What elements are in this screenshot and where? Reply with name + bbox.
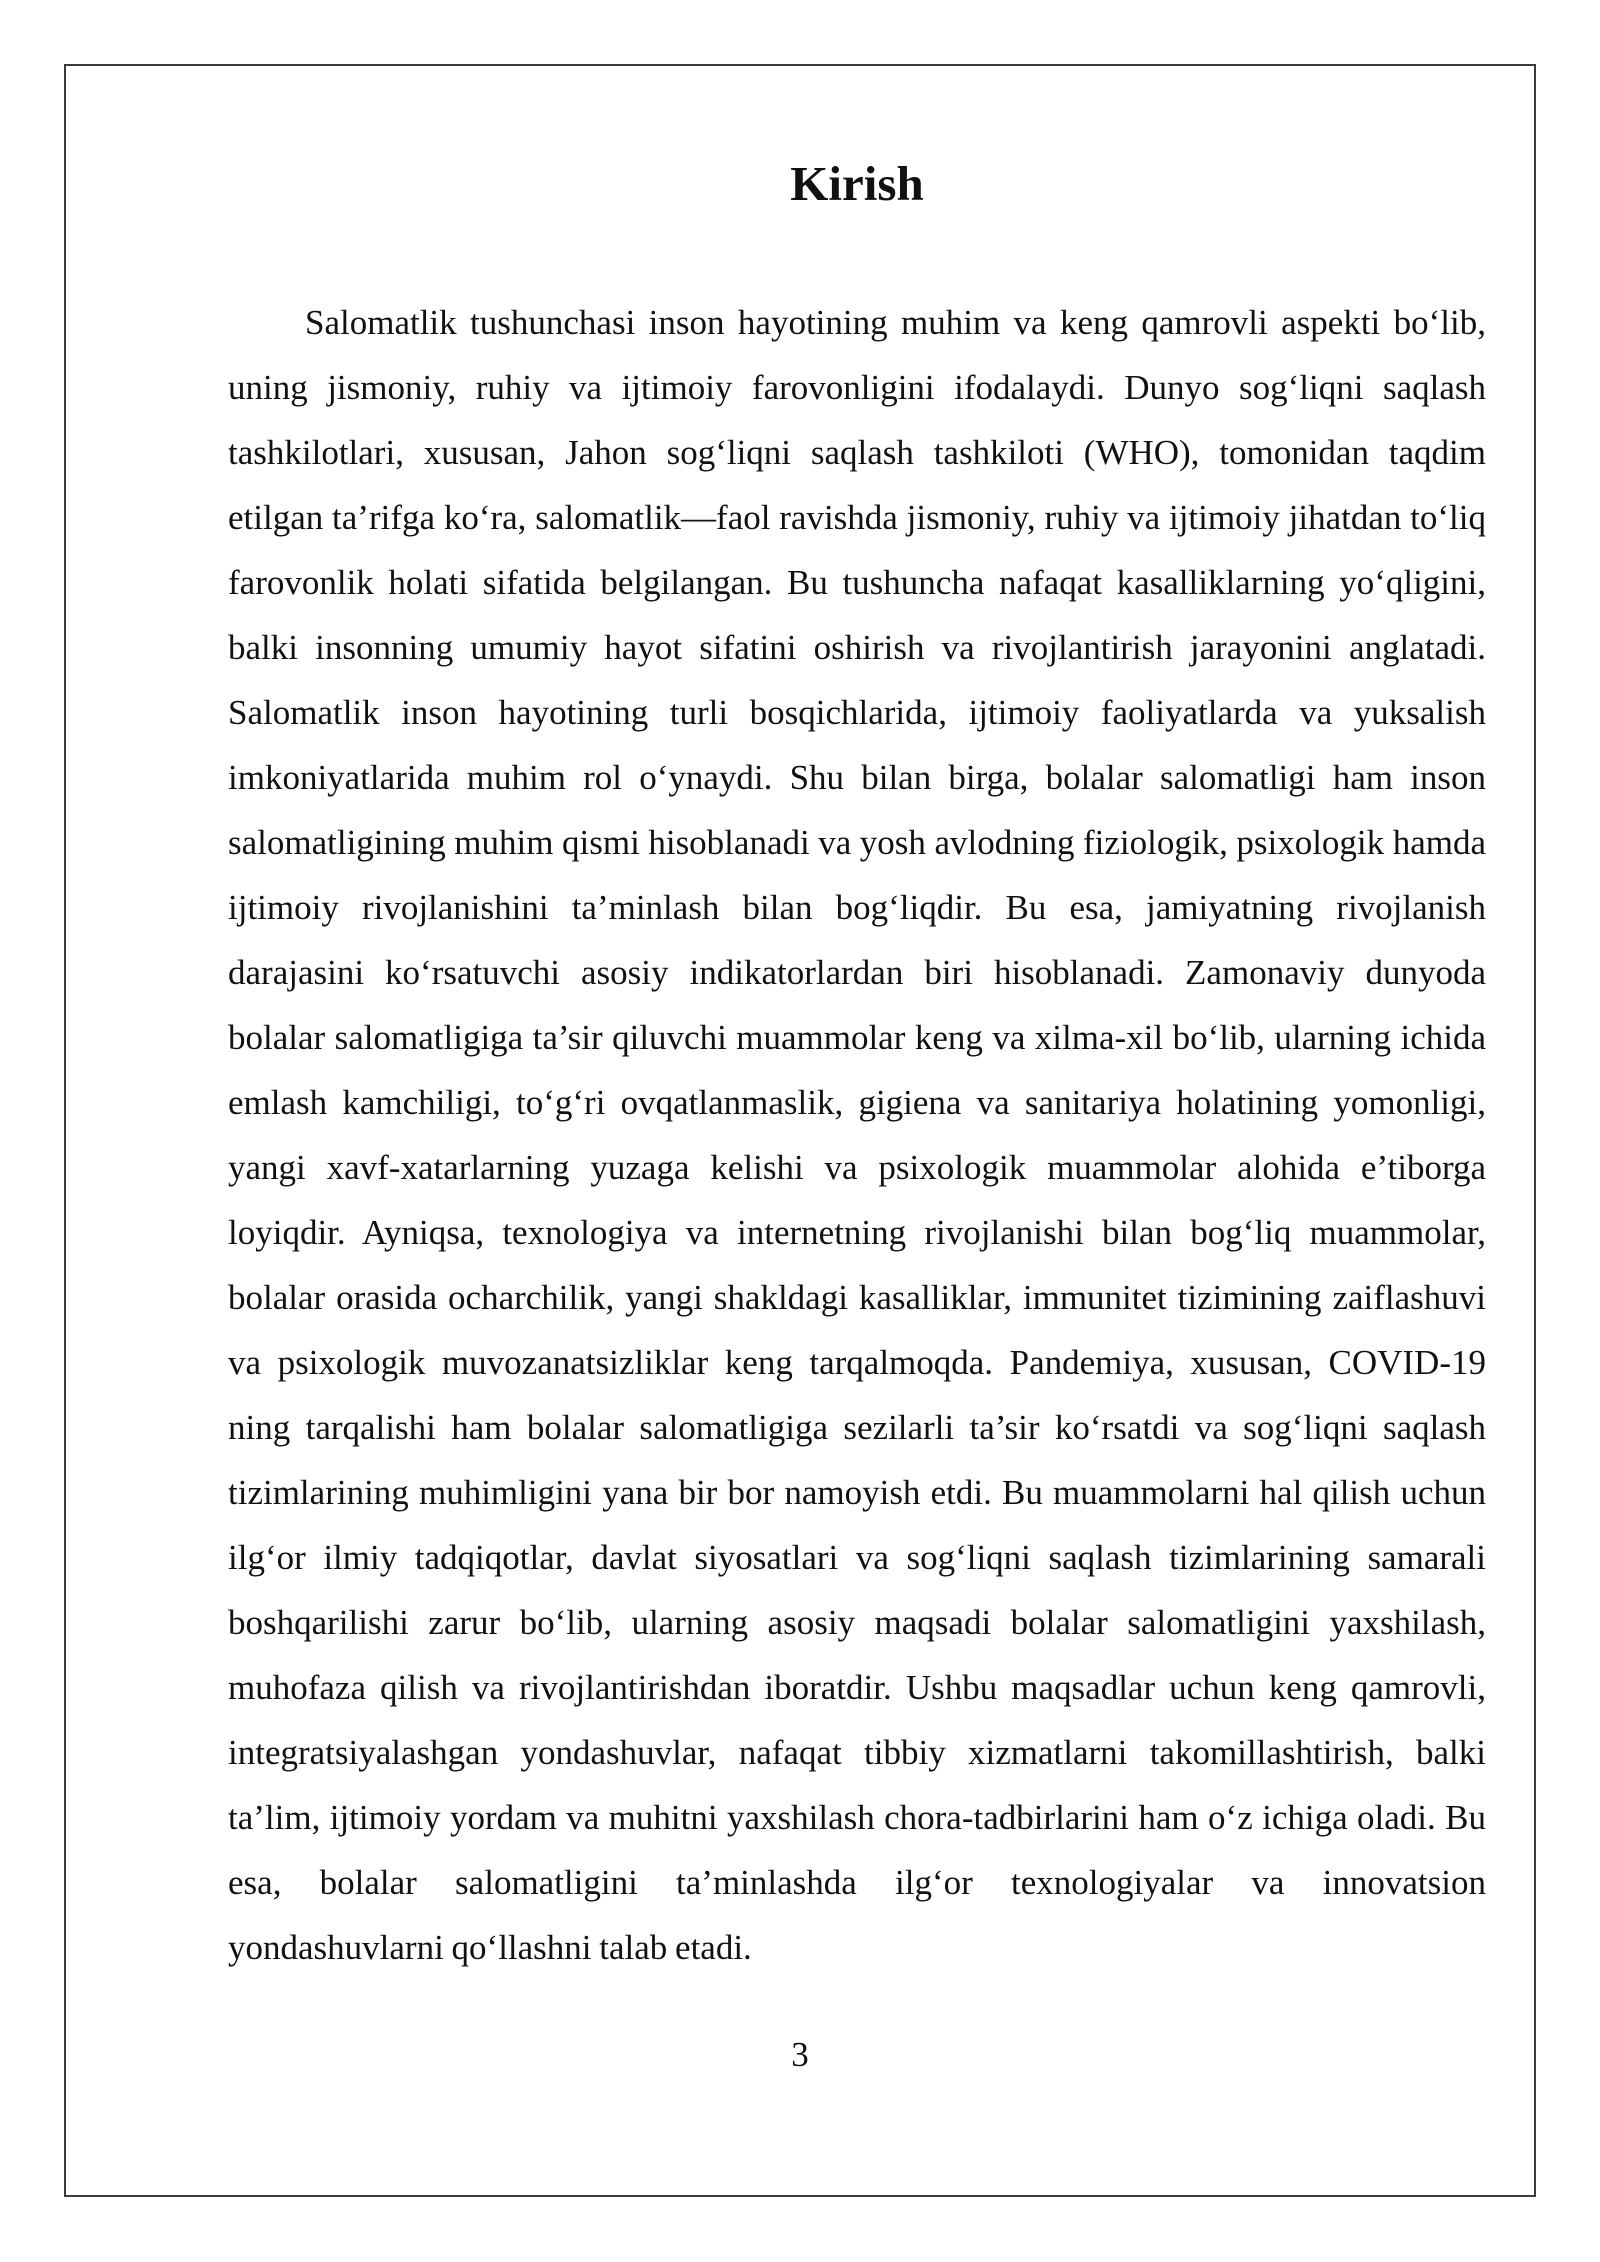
page-title: Kirish	[790, 156, 924, 211]
page-number: 3	[791, 2035, 809, 2074]
body-paragraph: Salomatlik tushunchasi inson hayotining muhim va keng qamrovli aspekti bo‘lib, uning jismoniy, ruhiy va ijtimoiy farovonligini ifodalaydi. Dunyo sog‘liqni saqlash tashkilotlari, xususan, Jahon sog‘liqni saqlash tashkiloti (WHO), tomonidan taqdim etilgan ta’rifga ko‘ra, salomatlik—faol ravishda jismoniy, ruhiy va ijtimoiy jihatdan to‘liq farovonlik holati sifatida belgilangan. Bu tushuncha nafaqat kasalliklarning yo‘qligini, balki insonning umumiy hayot sifatini oshirish va rivojlantirish jarayonini anglatadi. Salomatlik inson hayotining turli bosqichlarida, ijtimoiy faoliyatlarda va yuksalish imkoniyatlarida muhim rol o‘ynaydi. Shu bilan birga, bolalar salomatligi ham inson salomatligining muhim qismi hisoblanadi va yosh avlodning fiziologik, psixologik hamda ijtimoiy rivojlanishini ta’minlash bilan bog‘liqdir. Bu esa, jamiyatning rivojlanish darajasini ko‘rsatuvchi asosiy indikatorlardan biri hisoblanadi. Zamonaviy dunyoda bolalar salomatligiga ta’sir qiluvchi muammolar keng va xilma-xil bo‘lib, ularning ichida emlash kamchiligi, to‘g‘ri ovqatlanmaslik, gigiena va sanitariya holatining yomonligi, yangi xavf-xatarlarning yuzaga kelishi va psixologik muammolar alohida e’tiborga loyiqdir. Ayniqsa, texnologiya va internetning rivojlanishi bilan bog‘liq muammolar, bolalar orasida ocharchilik, yangi shakldagi kasalliklar, immunitet tizimining zaiflashuvi va psixologik muvozanatsizliklar keng tarqalmoqda. Pandemiya, xususan, COVID-19 ning tarqalishi ham bolalar salomatligiga sezilarli ta’sir ko‘rsatdi va sog‘liqni saqlash tizimlarining muhimligini yana bir bor namoyish etdi. Bu muammolarni hal qilish uchun ilg‘or ilmiy tadqiqotlar, davlat siyosatlari va sog‘liqni saqlash tizimlarining samarali boshqarilishi zarur bo‘lib, ularning asosiy maqsadi bolalar salomatligini yaxshilash, muhofaza qilish va rivojlantirishdan iboratdir. Ushbu maqsadlar uchun keng qamrovli, integratsiyalashgan yondashuvlar, nafaqat tibbiy xizmatlarni takomillashtirish, balki ta’lim, ijtimoiy yordam va muhitni yaxshilash chora-tadbirlarini ham o‘z ichiga oladi. Bu esa, bolalar salomatligini ta’minlashda ilg‘or texnologiyalar va innovatsion yondashuvlarni qo‘llashni talab etadi.	[228, 303, 1486, 1967]
page-content	[228, 130, 1486, 1980]
